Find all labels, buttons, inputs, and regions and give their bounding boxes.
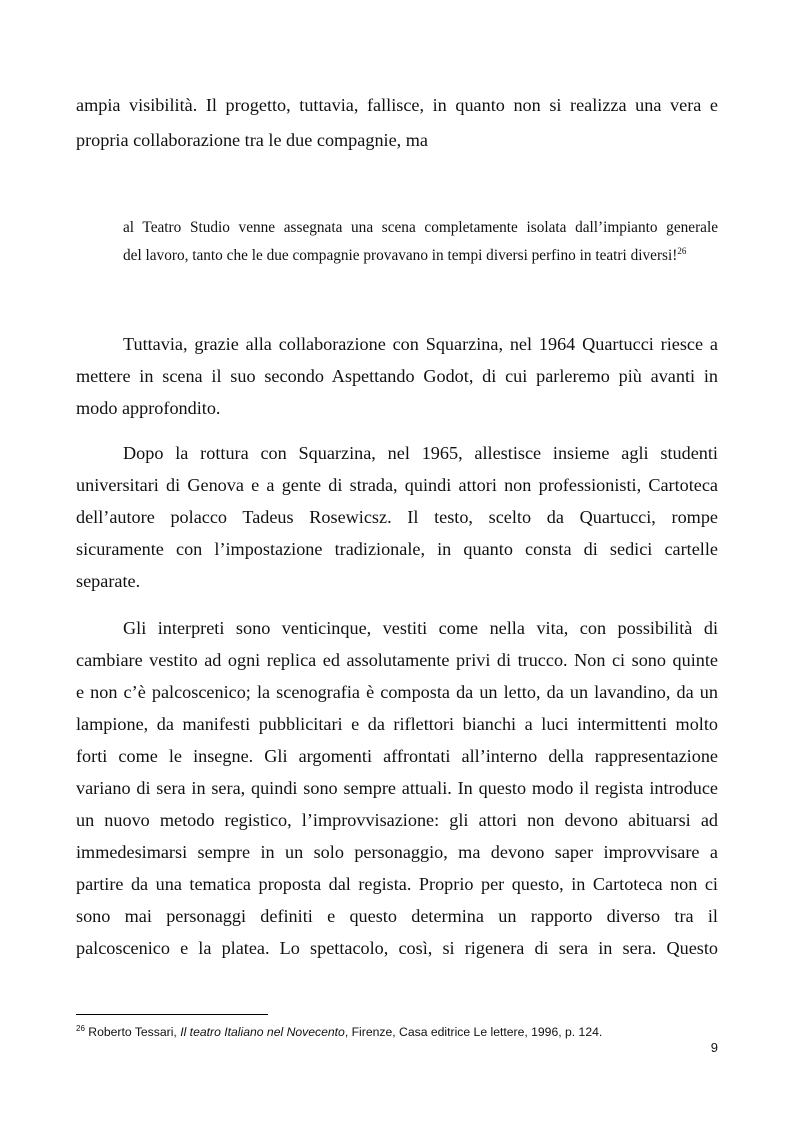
footnote-reference: 26 [677,246,687,256]
body-text-line: immedesimarsi sempre in un solo personaggio, ma devono saper improvvisare a [76,842,718,862]
footnote-number: 26 [76,1024,85,1033]
body-text-line: Dopo la rottura con Squarzina, nel 1965, allestisce insieme agli studenti [123,443,718,463]
body-text-line: Gli interpreti sono venticinque, vestiti come nella vita, con possibilità di [123,618,718,638]
body-text-line: sicuramente con l’impostazione tradizionale, in quanto consta di sedici cartelle [76,539,718,559]
body-text-line: un nuovo metodo registico, l’improvvisazione: gli attori non devono abituarsi ad [76,810,718,830]
body-text-line: ampia visibilità. Il progetto, tuttavia, fallisce, in quanto non si realizza una vera e [76,95,718,115]
body-text-line: modo approfondito. [76,398,221,418]
body-text-line: Tuttavia, grazie alla collaborazione con Squarzina, nel 1964 Quartucci riesce a [123,334,718,354]
body-text-line: propria collaborazione tra le due compagnie, ma [76,130,428,150]
body-text-line: cambiare vestito ad ogni replica ed assolutamente privi di trucco. Non ci sono quinte [76,650,718,670]
page-number: 9 [710,1040,718,1055]
block-quote-line: al Teatro Studio venne assegnata una scena completamente isolata dall’impianto generale [123,219,718,236]
body-text-line: forti come le insegne. Gli argomenti affrontati all’interno della rappresentazione [76,746,718,766]
body-text-line: e non c’è palcoscenico; la scenografia è composta da un letto, da un lavandino, da un [76,682,718,702]
body-text-line: variano di sera in sera, quindi sono sempre attuali. In questo modo il regista introduce [76,778,718,798]
footnote-title: Il teatro Italiano nel Novecento [180,1025,345,1039]
body-text-line: mettere in scena il suo secondo Aspettando Godot, di cui parleremo più avanti in [76,366,718,386]
body-text-line: palcoscenico e la platea. Lo spettacolo, così, si rigenera di sera in sera. Questo [76,938,718,958]
footnote [76,1024,602,1040]
footnote-citation: , Firenze, Casa editrice Le lettere, 1996, p. 124. [344,1025,603,1039]
body-text-line: universitari di Genova e a gente di strada, quindi attori non professionisti, Cartoteca [76,475,718,495]
block-quote-line [123,246,718,266]
body-text-line: sono mai personaggi definiti e questo determina un rapporto diverso tra il [76,906,718,926]
body-text-line: dell’autore polacco Tadeus Rosewicsz. Il testo, scelto da Quartucci, rompe [76,507,718,527]
footnote-separator [76,1014,268,1015]
block-quote-text: del lavoro, tanto che le due compagnie provavano in tempi diversi perfino in teatri diversi! [123,247,678,264]
body-text-line: lampione, da manifesti pubblicitari e da riflettori bianchi a luci intermittenti molto [76,714,718,734]
footnote-author: Roberto Tessari, [84,1025,181,1039]
body-text-line: separate. [76,571,141,591]
body-text-line: partire da una tematica proposta dal regista. Proprio per questo, in Cartoteca non ci [76,874,718,894]
